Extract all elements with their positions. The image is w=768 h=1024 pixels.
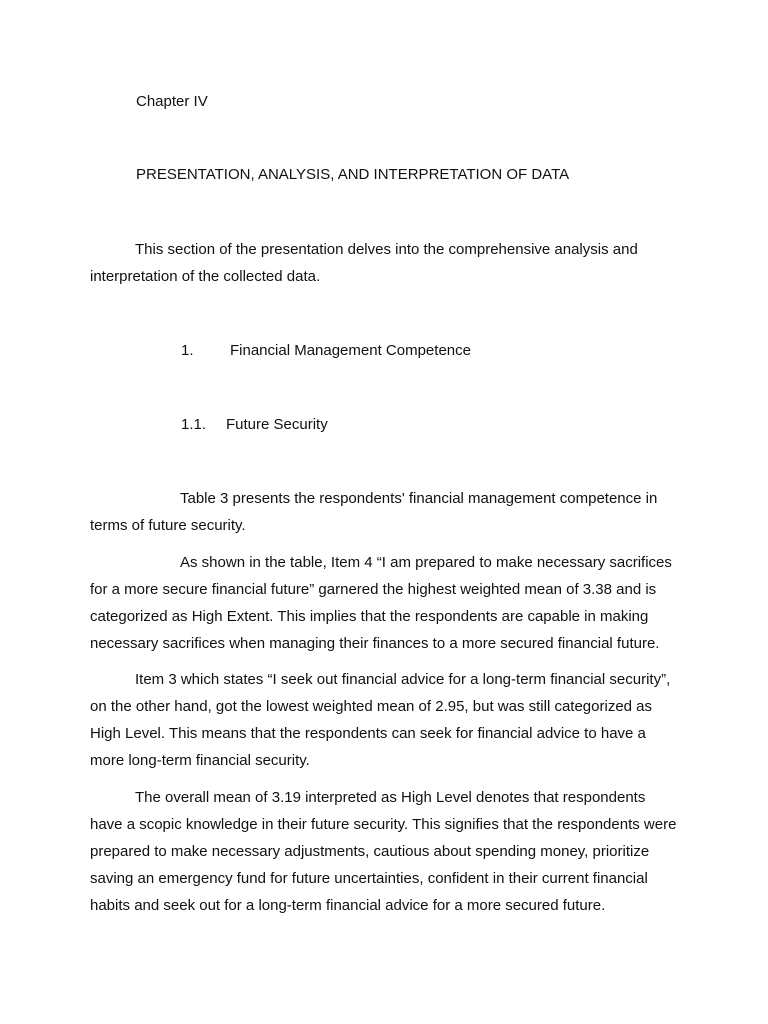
paragraph-highest-mean: As shown in the table, Item 4 “I am prepared to make necessary sacrifices for a more secure financial future” garnered the highest weighted mean of 3.38 and is categorized as High Extent. This implies that the respondents are capable in making necessary sacrifices when managing their finances to a more secured financial future. bbox=[90, 554, 672, 652]
paragraph-table-intro: Table 3 presents the respondents' financial management competence in terms of future security. bbox=[90, 490, 658, 534]
section-1-label: Financial Management Competence bbox=[230, 342, 471, 359]
paragraph-lowest-mean: Item 3 which states “I seek out financial advice for a long-term financial security”, on the other hand, got the lowest weighted mean of 2.95, but was still categorized as High Level. This means that the respondents can seek for financial advice to have a more long-term financial security. bbox=[90, 671, 671, 769]
paragraph-overall-mean: The overall mean of 3.19 interpreted as High Level denotes that respondents have a scopic knowledge in their future security. This signifies that the respondents were prepared to make necessary adjustments, cautious about spending money, prioritize saving an emergency fund for future uncertainties, confident in their current financial habits and seek out for a long-term financial advice for a more secured future. bbox=[90, 789, 677, 914]
chapter-heading: Chapter IV bbox=[136, 93, 208, 110]
section-1-number: 1. bbox=[181, 342, 194, 359]
section-1-1-number: 1.1. bbox=[181, 416, 207, 433]
section-1-1-label: Future Security bbox=[226, 416, 328, 433]
intro-paragraph: This section of the presentation delves into the comprehensive analysis and interpretation of the collected data. bbox=[90, 241, 638, 285]
chapter-title: PRESENTATION, ANALYSIS, AND INTERPRETATION OF DATA bbox=[136, 166, 570, 183]
